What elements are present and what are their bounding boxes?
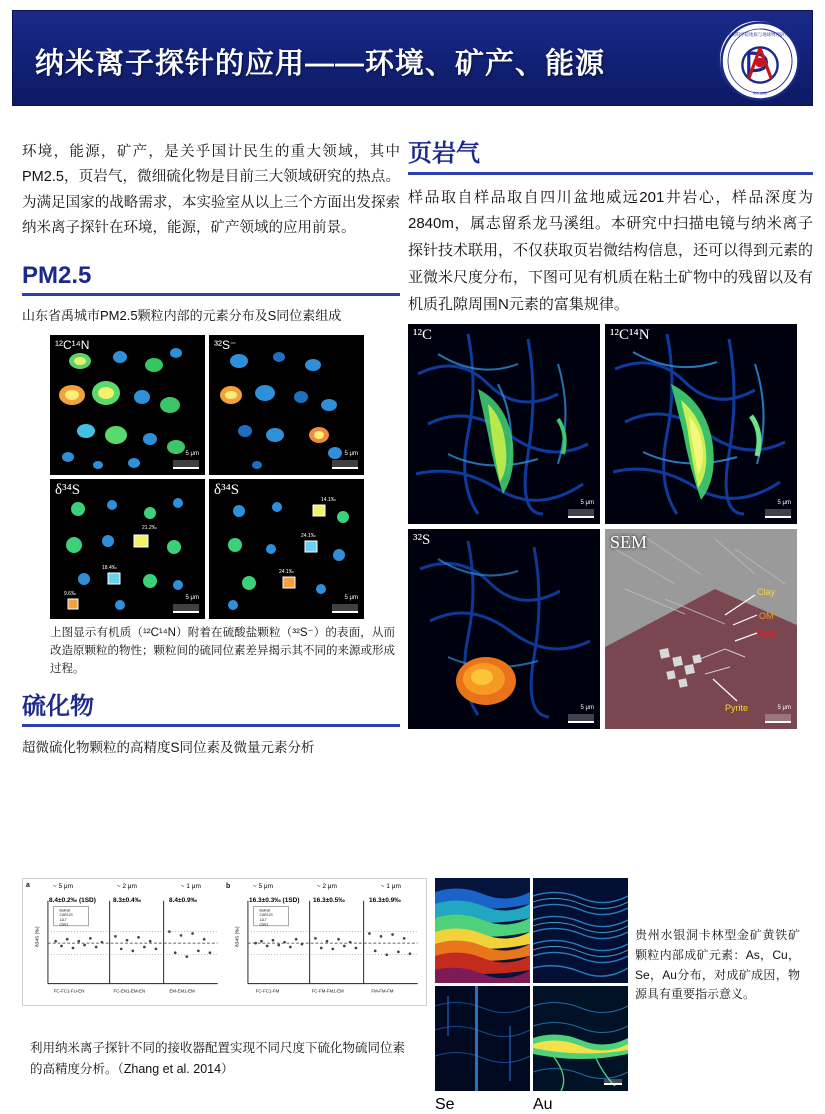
shale-image-sem	[605, 529, 797, 729]
svg-text:Pyrite: Pyrite	[725, 703, 749, 714]
chart-value: 8.4±0.2‰ (1SD)	[49, 897, 96, 904]
scale-bar-label: 5 μm	[580, 705, 594, 712]
chart-xlabel: FC-FC1-FU-EN	[53, 988, 85, 994]
scale-bar	[604, 1079, 622, 1085]
chart-xlabel: FM-FM-FM	[371, 988, 394, 994]
pm25-image-label: ¹²C¹⁴N	[55, 338, 90, 353]
svg-text:Clay: Clay	[757, 587, 776, 598]
chart-panel-letter-b: b	[226, 883, 231, 890]
section-heading-sulfide: 硫化物	[22, 693, 400, 728]
chart-xlabel: FC-EN1-EM-EN	[113, 988, 146, 994]
scale-bar-label: 5 μm	[777, 705, 791, 712]
scale-bar-label: 5 μm	[185, 451, 199, 458]
svg-text:CAR123: CAR123	[59, 913, 73, 918]
svg-text:Pore: Pore	[757, 629, 777, 640]
shale-image-label: SEM	[610, 532, 648, 553]
shale-image-label: ¹²C	[413, 327, 432, 344]
chart-ylabel: δ34S (‰)	[235, 926, 241, 947]
pm25-image-grid	[50, 335, 400, 619]
shale-image-s32	[408, 529, 600, 729]
pm25-image-d34s-b	[209, 479, 364, 619]
scale-bar	[332, 595, 358, 613]
chart-value: 16.3±0.3‰ (1SD)	[249, 897, 300, 904]
svg-text:24.1‰: 24.1‰	[301, 533, 316, 540]
section-heading-shale: 页岩气	[408, 140, 813, 175]
svg-text:1117: 1117	[59, 917, 67, 922]
chart-value: 8.3±0.4‰	[113, 897, 142, 904]
scale-bar-label: 5 μm	[777, 500, 791, 507]
sulfide-caption: 超微硫化物颗粒的高精度S同位素及微量元素分析	[22, 740, 315, 756]
right-column	[408, 140, 813, 729]
chart-ylabel: δ34S (‰)	[35, 926, 41, 947]
element-map-as	[435, 878, 530, 983]
header-banner	[12, 10, 813, 106]
pm25-image-d34s-a	[50, 479, 205, 619]
scale-bar	[568, 500, 594, 518]
svg-text:Balmat: Balmat	[59, 908, 71, 913]
svg-text:CAR123: CAR123	[259, 913, 273, 918]
pm25-caption: 山东省禹城市PM2.5颗粒内部的元素分布及S同位素组成	[22, 308, 342, 324]
shale-image-label: ³²S	[413, 532, 431, 549]
chart-scale-label: ~ 2 μm	[116, 883, 137, 890]
svg-text:9.6‰: 9.6‰	[64, 591, 76, 598]
svg-text:14.1‰: 14.1‰	[321, 497, 336, 504]
svg-text:中国科学院地质与地球物理研究所: 中国科学院地质与地球物理研究所	[727, 32, 793, 38]
svg-text:24.1‰: 24.1‰	[279, 569, 294, 576]
page-title: 纳米离子探针的应用——环境、矿产、能源	[35, 48, 606, 80]
chart-xlabel: FC-FC1-FM	[255, 988, 280, 994]
element-map-au	[533, 986, 628, 1113]
scale-bar	[332, 451, 358, 469]
element-map-label: Se	[435, 1096, 455, 1113]
svg-text:OM: OM	[759, 611, 774, 622]
shale-image-c12n14	[605, 324, 797, 524]
chart-scale-label: ~ 1 μm	[380, 883, 401, 890]
shale-image-label: ¹²C¹⁴N	[610, 327, 650, 344]
svg-text:Balmat: Balmat	[259, 908, 271, 913]
shale-image-c12	[408, 324, 600, 524]
pm25-note: 上图显示有机质（¹²C¹⁴N）附着在硫酸盐颗粒（³²S⁻）的表面，从而改造原颗粒的物性；颗粒间的硫同位素差异揭示其不同的来源或形成过程。	[50, 627, 395, 675]
svg-text:1117: 1117	[259, 917, 267, 922]
section-heading-pm25: PM2.5	[22, 262, 400, 297]
scale-bar	[765, 705, 791, 723]
scale-bar-label: 5 μm	[580, 500, 594, 507]
element-map-se	[435, 986, 530, 1113]
chart-scale-label: ~ 1 μm	[180, 883, 201, 890]
scale-bar-label: 5 μm	[185, 595, 199, 602]
gold-element-map-grid	[435, 878, 627, 1113]
chart-scale-label: ~ 5 μm	[52, 883, 74, 890]
svg-text:CS01: CS01	[259, 922, 269, 927]
gold-note: 贵州水银洞卡林型金矿黄铁矿颗粒内部成矿元素：As，Cu，Se，Au分布，对成矿成因，物源具有重要指示意义。	[635, 928, 800, 1002]
pm25-image-label: δ³⁴S	[55, 482, 81, 499]
pm25-image-label: ³²S⁻	[214, 338, 237, 353]
scale-bar-label: 5 μm	[344, 595, 358, 602]
svg-text:18.4‰: 18.4‰	[102, 565, 117, 572]
svg-text:21.2‰: 21.2‰	[142, 525, 157, 532]
chart-xlabel: EM-EM1-EM	[169, 988, 195, 994]
chart-scale-label: ~ 5 μm	[252, 883, 274, 890]
chart-xlabel: FC-FM-FM1-EM	[311, 988, 344, 994]
scale-bar	[173, 451, 199, 469]
chart-panel-letter-a: a	[26, 882, 30, 889]
intro-paragraph: 环境，能源，矿产，是关乎国计民生的重大领域，其中PM2.5，页岩气，微细硫化物是目前三大领域研究的热点。为满足国家的战略需求，本实验室从以上三个方面出发探索纳米离子探针在环境，能源，矿产领域的应用前景。	[22, 144, 400, 237]
svg-text:CS01: CS01	[59, 922, 69, 927]
chart-scale-label: ~ 2 μm	[316, 883, 337, 890]
chart-value: 16.3±0.5‰	[313, 897, 345, 904]
shale-body: 样品取自样品取自四川盆地威远201井岩心，样品深度为2840m，属志留系龙马溪组。本研究中扫描电镜与纳米离子探针技术联用，不仅获取页岩微结构信息，还可以得到元素的亚微米尺度分布，下图可见有机质在粘土矿物中的残留以及有机质孔隙周围N元素的富集规律。	[408, 188, 814, 313]
scale-bar	[173, 595, 199, 613]
pm25-image-s32	[209, 335, 364, 475]
sulfide-note: 利用纳米离子探针不同的接收器配置实现不同尺度下硫化物硫同位素的高精度分析。（Zhang et al. 2014）	[30, 1041, 406, 1076]
left-column	[22, 140, 400, 759]
shale-image-grid	[408, 324, 813, 729]
scale-bar	[568, 705, 594, 723]
chart-value: 8.4±0.9‰	[169, 897, 198, 904]
institute-logo-icon	[718, 19, 798, 99]
sulfur-isotope-chart	[22, 878, 427, 1006]
scale-bar	[765, 500, 791, 518]
pm25-image-label: δ³⁴S	[214, 482, 240, 499]
chart-value: 16.3±0.9‰	[369, 897, 401, 904]
svg-text:IGG CAS: IGG CAS	[752, 91, 768, 96]
pm25-image-c14n	[50, 335, 205, 475]
element-map-cus	[533, 878, 628, 983]
scale-bar-label: 5 μm	[344, 451, 358, 458]
element-map-label: Au	[533, 1096, 553, 1113]
